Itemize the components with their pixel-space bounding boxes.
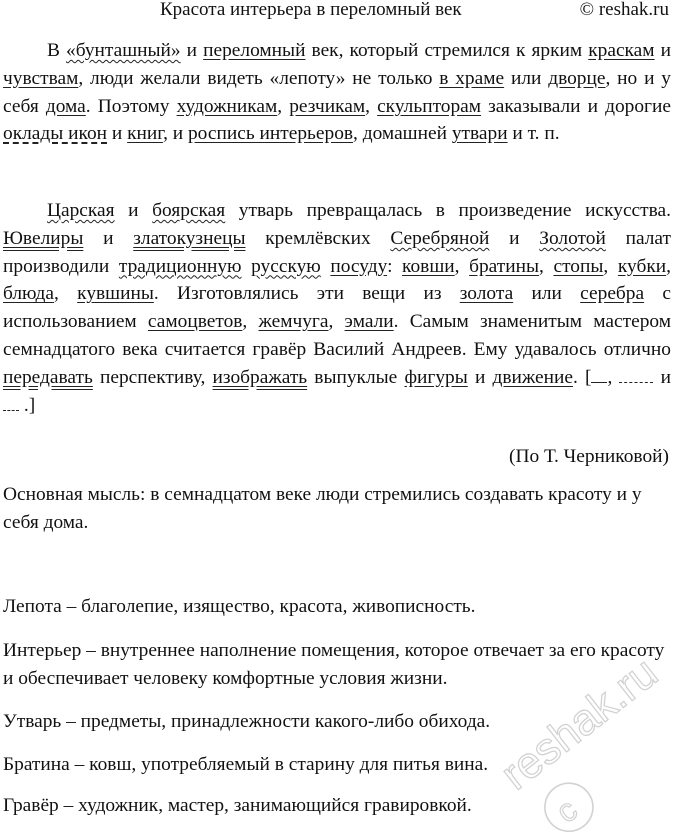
text: заказывали и дорогие: [481, 95, 671, 117]
word-object: братины: [469, 255, 540, 277]
word-object: золота: [459, 283, 514, 305]
word-object: резчикам: [289, 95, 366, 117]
text: ,: [54, 283, 78, 305]
definition-item: Лепота – благолепие, изящество, красота, живописность.: [3, 596, 476, 617]
scheme-blank-3: [3, 396, 19, 411]
word-object: чувствам: [3, 67, 79, 89]
text: кремлёвских: [245, 227, 391, 249]
source-attribution: (По Т. Черниковой): [509, 446, 669, 467]
text: , но и у себя: [3, 67, 671, 117]
word-object: фигуры: [404, 366, 468, 388]
word-definition: Серебряной: [390, 227, 490, 249]
word-object: эмали: [344, 311, 394, 333]
paragraph-1: [3, 37, 671, 148]
definition-item: Братина – ковш, употребляемый в старину для питья вина.: [3, 754, 489, 775]
text: . Изготовлялись эти вещи из: [153, 283, 460, 305]
definition-item: Утварь – предметы, принадлежности какого-либо обихода.: [3, 711, 491, 732]
text: и: [180, 40, 204, 61]
text: . [: [573, 366, 592, 388]
word-object: роспись интерьеров: [187, 123, 354, 145]
word-object: краскам: [588, 40, 655, 61]
text: и: [653, 366, 672, 388]
word-adverbial: в храме: [439, 67, 505, 89]
word-subject: златокузнецы: [133, 227, 246, 249]
text: , и: [163, 123, 188, 145]
word-object: скульпторам: [377, 95, 482, 117]
text: или: [504, 67, 549, 89]
text: палат производили: [3, 227, 671, 277]
text: и: [489, 227, 540, 249]
text: и: [83, 227, 134, 249]
word-definition: Золотой: [539, 227, 606, 249]
word-object: оклады икон: [3, 123, 108, 145]
text: , люди желали видеть «лепоту» не только: [78, 67, 440, 89]
text: . Поэтому: [85, 95, 177, 117]
definition-item: Гравёр – художник, мастер, занимающийся гравировкой.: [3, 795, 472, 816]
document-title: Красота интерьера в переломный век: [160, 0, 462, 20]
word-object: ковши: [402, 255, 455, 277]
text: ,: [454, 255, 470, 277]
text: утварь превращалась в произведение искусства.: [225, 200, 671, 221]
word-object: блюда: [3, 283, 55, 305]
text: ,: [666, 255, 671, 277]
word-object: книг: [127, 123, 164, 145]
word-definition: переломный: [203, 40, 306, 61]
text: . Самым знаменитым мастером семнадцатого века считается гравёр Василий Андреев. Ему удавалось отлично: [3, 311, 671, 360]
word-object: серебра: [580, 283, 645, 305]
word-object: посуду: [330, 255, 388, 277]
scheme-blank-1: [591, 368, 607, 383]
svg-text:c: c: [548, 791, 584, 830]
text: и: [114, 200, 153, 221]
word-definition: Царская: [47, 200, 115, 221]
text: и: [107, 123, 128, 145]
text: выпуклые: [307, 366, 405, 388]
word-subject: Ювелиры: [3, 227, 84, 249]
page-header: [0, 0, 673, 22]
word-predicate: изображать: [212, 366, 308, 388]
text: , домашней: [353, 123, 452, 145]
text: В: [47, 40, 66, 61]
word-adverbial: дворце: [548, 67, 606, 89]
text: век, который стремился к ярким: [305, 40, 589, 61]
copyright-label: © reshak.ru: [579, 0, 669, 20]
definition-item: Интерьер – внутреннее наполнение помещения, которое отвечает за его красоту и обеспечивает человеку комфортные условия жизни.: [3, 640, 665, 689]
text: ,: [277, 95, 290, 117]
word-definition: боярская: [152, 200, 226, 221]
word-object: художникам: [176, 95, 278, 117]
text: [242, 256, 252, 277]
text: .]: [19, 394, 36, 416]
text: и: [654, 40, 671, 61]
text: ,: [365, 95, 378, 117]
word-definition: русскую: [251, 255, 321, 277]
text: с использованием: [3, 283, 671, 333]
text: и: [467, 366, 493, 388]
word-definition: «бунташный»: [66, 40, 181, 61]
text: ,: [242, 311, 259, 333]
word-adverbial: дома: [45, 95, 86, 117]
paragraph-2: [3, 197, 671, 419]
text: перспективу,: [92, 366, 213, 388]
word-definition: традиционную: [118, 255, 242, 277]
word-object: стопы: [553, 255, 604, 277]
text: ,: [539, 255, 554, 277]
text: [321, 256, 331, 277]
word-object: утвари: [451, 123, 508, 145]
text: :: [387, 255, 403, 277]
word-object: движение: [492, 366, 573, 388]
text: ,: [607, 366, 620, 388]
word-object: кувшины: [77, 283, 154, 305]
text: ,: [328, 311, 345, 333]
word-object: кубки: [617, 255, 667, 277]
text: ,: [603, 255, 618, 277]
svg-text:reshak.ru: reshak.ru: [491, 647, 667, 800]
text: или: [513, 283, 581, 305]
main-idea: Основная мысль: в семнадцатом веке люди стремились создавать красоту и у себя дома.: [3, 484, 642, 533]
word-object: жемчуга: [258, 311, 329, 333]
word-object: самоцветов: [147, 311, 243, 333]
text: и т. п.: [507, 123, 560, 145]
scheme-blank-2: [619, 368, 653, 383]
word-predicate: передавать: [3, 366, 93, 388]
